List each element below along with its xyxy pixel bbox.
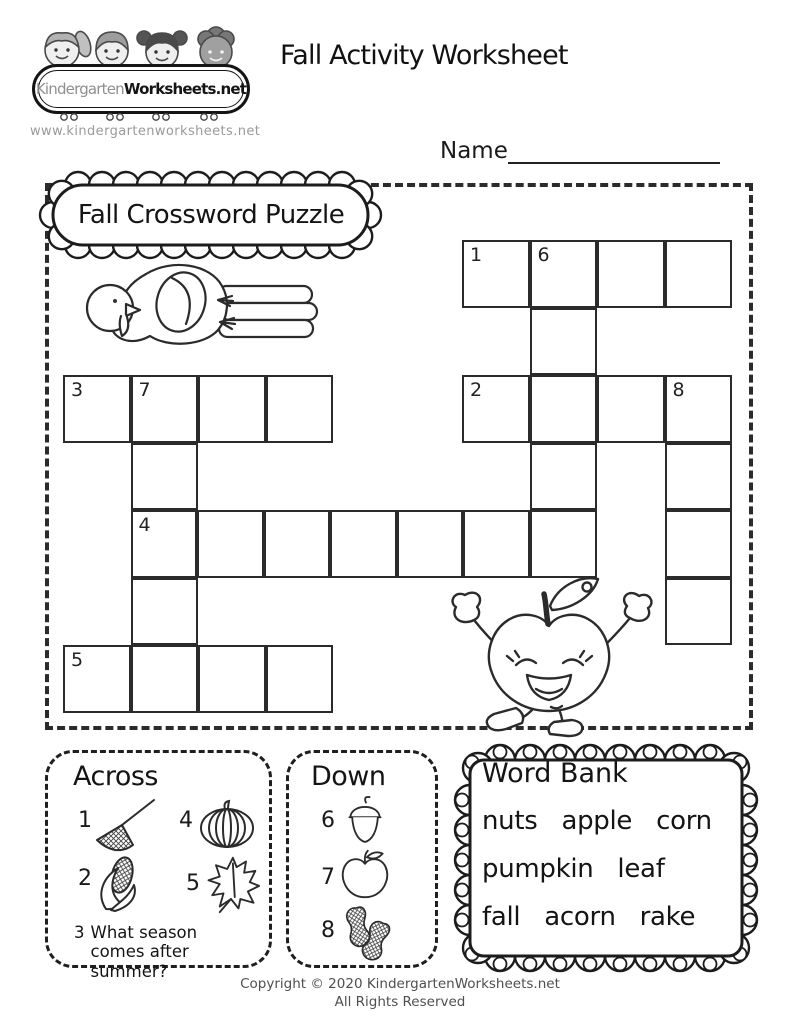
logo-hands-decoration [52, 110, 232, 124]
across-clue-number: 2 [78, 866, 92, 891]
cell-number: 1 [470, 244, 483, 266]
cell-number: 6 [537, 244, 550, 266]
pumpkin-icon [198, 799, 256, 849]
page-title: Fall Activity Worksheet [280, 40, 568, 71]
across-text-clue [74, 923, 254, 981]
logo-url: www.kindergartenworksheets.net [30, 124, 261, 139]
across-clue-number: 4 [179, 808, 193, 833]
name-row [440, 138, 720, 164]
name-input-line[interactable] [508, 138, 720, 164]
across-clue-number: 5 [186, 871, 200, 896]
peanuts-icon [334, 903, 402, 961]
apple-icon [339, 848, 391, 900]
turkey-illustration [68, 256, 326, 352]
logo-brand-light: Kindergarten [35, 80, 124, 98]
apple-character-illustration [432, 568, 667, 736]
maple-leaf-icon [201, 854, 261, 914]
across-clue-number: 3 [74, 923, 85, 942]
cell-number: 7 [138, 379, 151, 401]
down-title: Down [311, 761, 386, 792]
cell-number: 3 [71, 379, 84, 401]
cell-number: 5 [71, 649, 84, 671]
cell-number: 2 [470, 379, 483, 401]
across-title: Across [73, 761, 159, 792]
down-clue-number: 6 [321, 808, 335, 833]
puzzle-banner-title: Fall Crossword Puzzle [77, 200, 345, 230]
down-clues-box [286, 750, 438, 968]
acorn-icon [343, 793, 387, 847]
across-clue-text: What season comes after summer? [90, 923, 198, 981]
cell-number: 8 [672, 379, 685, 401]
across-clues-box [45, 750, 272, 981]
down-clue-number: 7 [321, 865, 335, 890]
word-bank-title: Word Bank [482, 758, 628, 789]
footer [0, 975, 800, 1011]
logo-banner [32, 64, 250, 114]
word-bank-line: nuts apple corn [482, 806, 712, 836]
down-clue-number: 8 [321, 918, 335, 943]
logo-brand [36, 80, 246, 98]
word-bank-line: fall acorn rake [482, 902, 696, 932]
rake-icon [91, 796, 158, 851]
name-label: Name [440, 138, 508, 164]
word-bank-line: pumpkin leaf [482, 854, 665, 884]
corn-icon [94, 852, 144, 912]
logo-brand-dark: Worksheets.net [123, 80, 247, 98]
footer-rights: All Rights Reserved [334, 994, 466, 1011]
footer-copyright: Copyright © 2020 KindergartenWorksheets.net [240, 976, 560, 992]
cell-number: 4 [138, 514, 151, 536]
across-clue-number: 1 [78, 808, 92, 833]
